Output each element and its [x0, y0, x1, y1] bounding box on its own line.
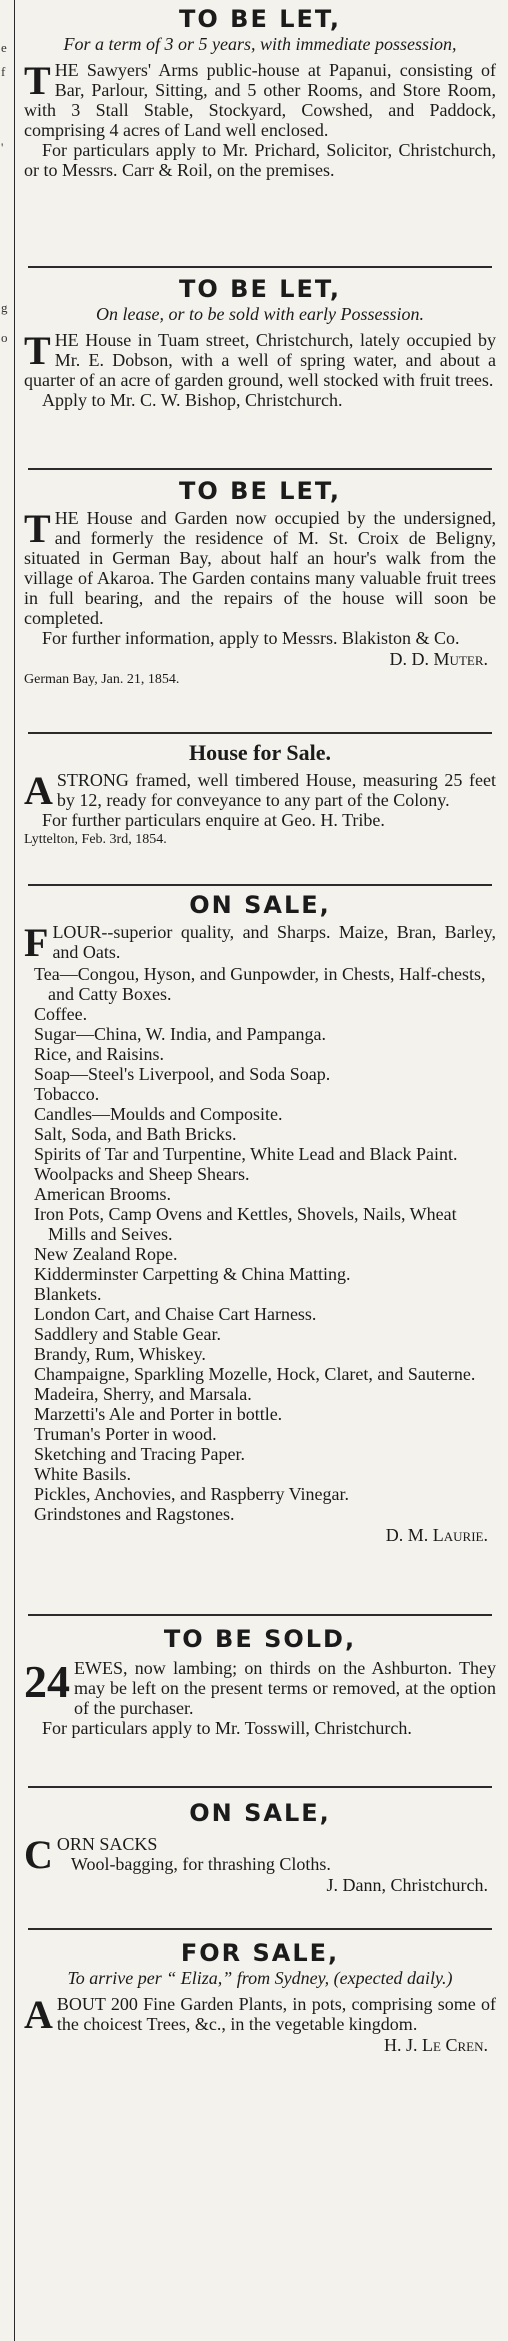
ad-heading: TO BE LET,: [179, 275, 341, 303]
ad-body-text: LOUR--superior quality, and Sharps. Maize, Bran, Barley, and Oats.: [52, 922, 496, 962]
list-item: Saddlery and Stable Gear.: [34, 1324, 221, 1344]
drop-cap: C: [24, 1832, 53, 1877]
ad-heading: TO BE SOLD,: [163, 1625, 357, 1653]
list-item: Candles—Moulds and Composite.: [34, 1104, 283, 1124]
ad-contact: For particulars apply to Mr. Prichard, Solicitor, Christchurch, or to Messrs. Carr & Roil, on the premises.: [24, 140, 496, 180]
list-item: Tea—Congou, Hyson, and Gunpowder, in Chests, Half-chests, and Catty Boxes.: [34, 964, 486, 1004]
ad-subheading: On lease, or to be sold with early Possession.: [96, 304, 424, 324]
drop-cap: T: [24, 506, 51, 551]
list-item: Madeira, Sherry, and Marsala.: [34, 1384, 252, 1404]
ad-corn-sacks: [24, 1788, 496, 1928]
list-item: Grindstones and Ragstones.: [34, 1504, 235, 1524]
ad-signature: H. J. Le Cren.: [384, 2035, 488, 2055]
list-item: Sugar—China, W. India, and Pampanga.: [34, 1024, 326, 1044]
list-item: Blankets.: [34, 1284, 102, 1304]
ad-house-for-sale: [24, 734, 496, 884]
ad-body: [24, 1658, 496, 1718]
ad-heading: ON SALE,: [189, 891, 331, 919]
drop-cap: A: [24, 1992, 53, 2037]
list-item: Woolpacks and Sheep Shears.: [34, 1164, 250, 1184]
ad-body: [24, 1832, 496, 1877]
ad-garden-plants: [24, 1930, 496, 2130]
ad-body-text: HE House in Tuam street, Christchurch, lately occupied by Mr. E. Dobson, with a well of spring water, and about a quarter of an acre of garden ground, well stocked with fruit trees.: [24, 330, 496, 390]
list-item: Marzetti's Ale and Porter in bottle.: [34, 1404, 283, 1424]
margin-fragment: g: [1, 300, 8, 315]
list-item: Kidderminster Carpetting & China Matting.: [34, 1264, 351, 1284]
ad-dateline: German Bay, Jan. 21, 1854.: [24, 672, 180, 687]
ad-contact: For further information, apply to Messrs. Blakiston & Co.: [42, 628, 460, 648]
margin-fragment: f: [1, 64, 6, 79]
ad-body: [24, 60, 496, 140]
ad-signature: D. D. Muter.: [389, 649, 488, 669]
list-item: White Basils.: [34, 1464, 131, 1484]
ad-sawyers-arms: [24, 0, 496, 266]
drop-cap: A: [24, 768, 53, 813]
ad-signature: J. Dann, Christchurch.: [326, 1875, 488, 1895]
column-rule: [14, 0, 15, 2341]
ad-german-bay: [24, 470, 496, 732]
list-item: Rice, and Raisins.: [34, 1044, 164, 1064]
ad-tuam-street: [24, 268, 496, 468]
newspaper-column: [24, 0, 496, 2341]
ad-ewes: [24, 1616, 496, 1786]
ad-body: [24, 768, 496, 813]
ad-body: [24, 1992, 496, 2037]
list-item: Truman's Porter in wood.: [34, 1424, 217, 1444]
list-item: Spirits of Tar and Turpentine, White Lead and Black Paint.: [34, 1144, 458, 1164]
ad-body-text: ORN SACKS: [56, 1834, 158, 1854]
drop-cap: F: [24, 920, 49, 965]
ad-heading: House for Sale.: [189, 740, 331, 765]
drop-cap: 24: [24, 1656, 70, 1707]
ad-first-line: [24, 920, 496, 965]
list-item: New Zealand Rope.: [34, 1244, 178, 1264]
list-item: Champaigne, Sparkling Mozelle, Hock, Claret, and Sauterne.: [34, 1364, 476, 1384]
ad-contact: For further particulars enquire at Geo. H. Tribe.: [42, 810, 385, 830]
ad-body: [24, 330, 496, 390]
ad-heading: TO BE LET,: [179, 5, 341, 33]
ad-subheading: To arrive per “ Eliza,” from Sydney, (expected daily.): [67, 1968, 453, 1988]
margin-fragment: ': [1, 140, 4, 155]
list-item: Salt, Soda, and Bath Bricks.: [34, 1124, 237, 1144]
drop-cap: T: [24, 328, 51, 373]
ad-contact: For particulars apply to Mr. Tosswill, Christchurch.: [42, 1718, 412, 1738]
ad-body-text: BOUT 200 Fine Garden Plants, in pots, comprising some of the choicest Trees, &c., in the vegetable kingdom.: [56, 1994, 496, 2034]
ad-signature: D. M. Laurie.: [385, 1525, 488, 1545]
list-item: Soap—Steel's Liverpool, and Soda Soap.: [34, 1064, 331, 1084]
drop-cap: T: [24, 58, 51, 103]
list-item: Iron Pots, Camp Ovens and Kettles, Shovels, Nails, Wheat Mills and Seives.: [34, 1204, 457, 1244]
list-item: London Cart, and Chaise Cart Harness.: [34, 1304, 317, 1324]
list-item: Tobacco.: [34, 1084, 100, 1104]
ad-dateline: Lyttelton, Feb. 3rd, 1854.: [24, 832, 167, 847]
ad-contact: Apply to Mr. C. W. Bishop, Christchurch.: [42, 390, 343, 410]
ad-body-text: HE House and Garden now occupied by the undersigned, and formerly the residence of M. St. Croix de Beligny, situated in German Bay, about half an hour's walk from the village of Akaroa. The Garden contains many valuable fruit trees in full bearing, and the repairs of the house will soon be completed.: [24, 508, 496, 628]
list-item: Coffee.: [34, 1004, 88, 1024]
ad-body: [24, 508, 496, 628]
ad-body-text: HE Sawyers' Arms public-house at Papanui, consisting of Bar, Parlour, Sitting, and 5 other Rooms, and Store Room, with 3 Stall Stable, Stockyard, Cowshed, and Paddock, comprising 4 acres of Land well enclosed.: [24, 60, 496, 140]
ad-subheading: For a term of 3 or 5 years, with immediate possession,: [63, 34, 457, 54]
ad-body-text: Wool-bagging, for thrashing Cloths.: [70, 1854, 331, 1874]
list-item: Sketching and Tracing Paper.: [34, 1444, 245, 1464]
ad-heading: FOR SALE,: [180, 1939, 340, 1967]
ad-heading: ON SALE,: [189, 1799, 331, 1827]
ad-body-text: EWES, now lambing; on thirds on the Ashburton. They may be left on the present terms or removed, at the option of the purchaser.: [74, 1658, 496, 1718]
list-item: Pickles, Anchovies, and Raspberry Vinegar.: [34, 1484, 350, 1504]
margin-fragment: e: [1, 40, 7, 55]
margin-fragment: o: [1, 330, 8, 345]
list-item: American Brooms.: [34, 1184, 171, 1204]
ad-on-sale-laurie: [24, 886, 496, 1614]
ad-heading: TO BE LET,: [179, 477, 341, 505]
list-item: Brandy, Rum, Whiskey.: [34, 1344, 206, 1364]
ad-body-text: STRONG framed, well timbered House, measuring 25 feet by 12, ready for conveyance to any part of the Colony.: [56, 770, 496, 810]
